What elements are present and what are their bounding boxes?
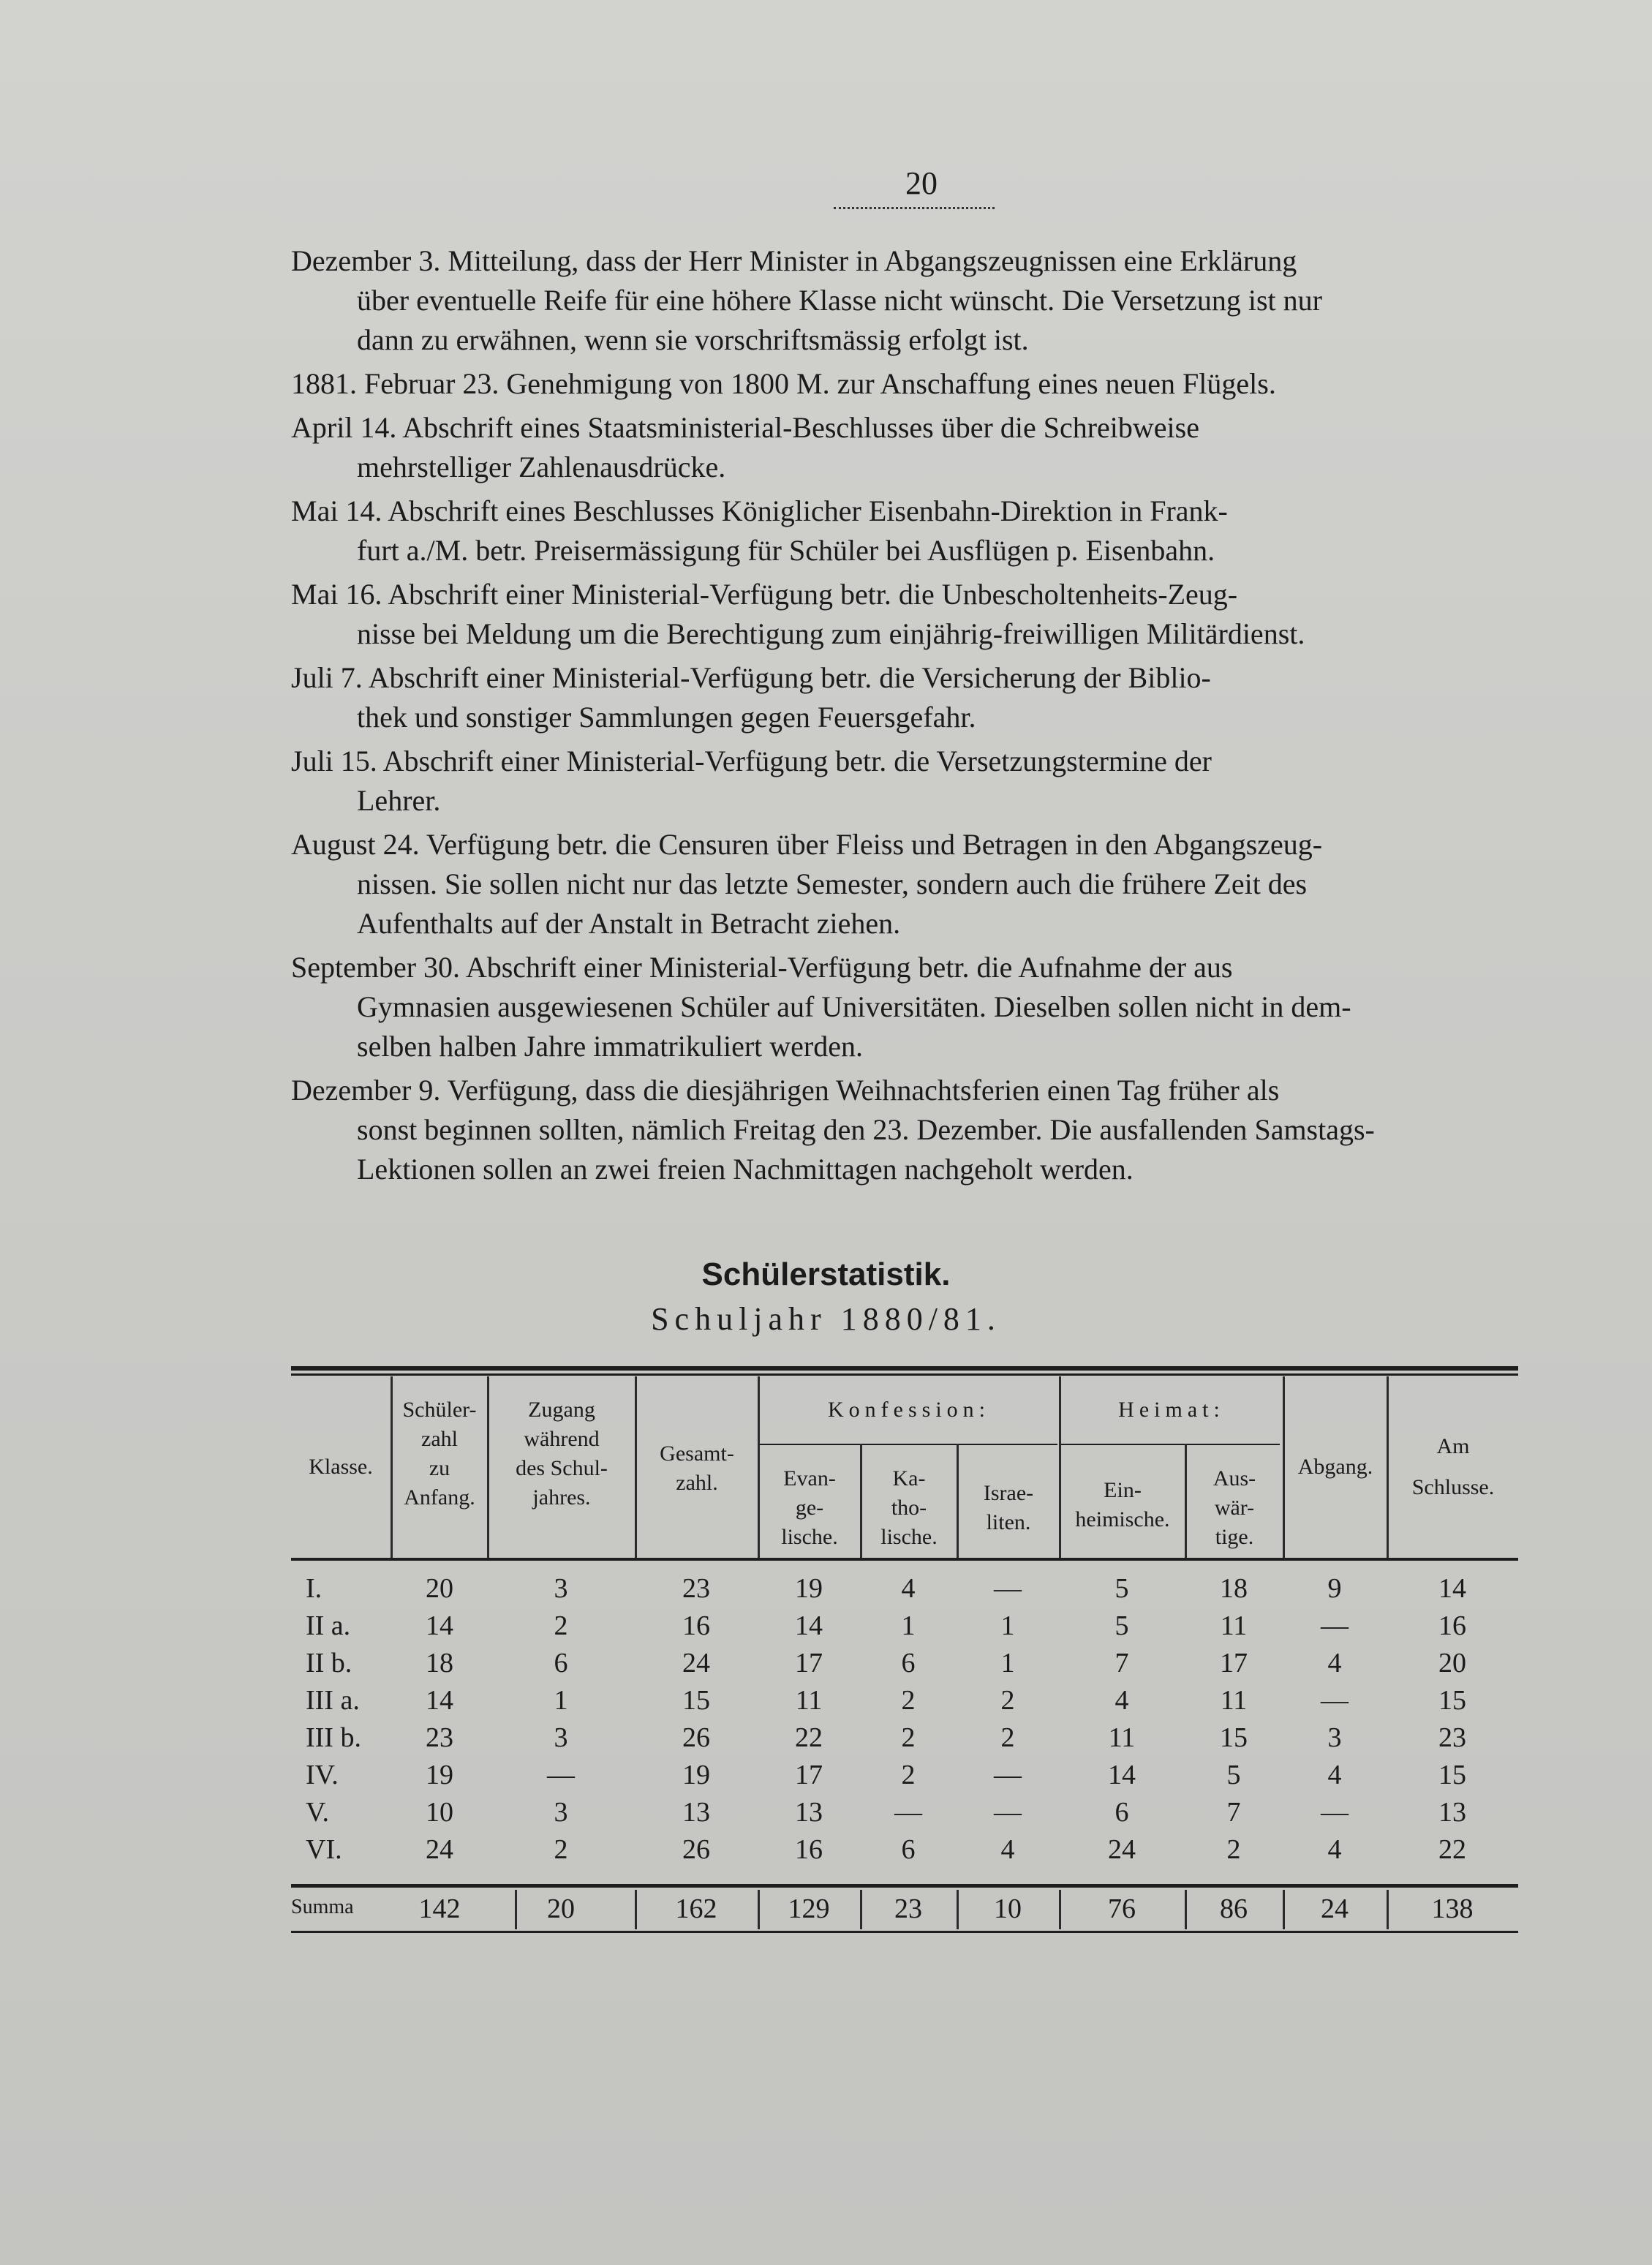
- row-klasse: II b.: [306, 1648, 352, 1678]
- summa-divider: [1283, 1890, 1285, 1929]
- table-cell: 26: [682, 1834, 710, 1865]
- chronicle-entry: [291, 364, 1534, 404]
- table-cell: 26: [682, 1722, 710, 1753]
- table-cell: 18: [426, 1648, 453, 1678]
- entry-continuation-line: mehrstelliger Zahlenausdrücke.: [357, 451, 726, 483]
- table-cell: 5: [1114, 1573, 1129, 1604]
- entry-first-line: Dezember 9. Verfügung, dass die diesjährigen Weihnachtsferien einen Tag früher als: [291, 1074, 1280, 1107]
- summa-cell: 86: [1220, 1893, 1248, 1924]
- entry-first-line: Juli 7. Abschrift einer Ministerial-Verfügung betr. die Versicherung der Biblio-: [291, 661, 1211, 694]
- table-cell: 14: [426, 1610, 453, 1641]
- table-cell: 14: [1438, 1573, 1466, 1604]
- entry-continuation-line: Lektionen sollen an zwei freien Nachmittagen nachgeholt werden.: [357, 1153, 1134, 1186]
- table-cell: 14: [426, 1685, 453, 1716]
- table-cell: 11: [1220, 1685, 1248, 1716]
- header-konfession: Konfession:: [828, 1398, 990, 1422]
- entry-continuation-line: thek und sonstiger Sammlungen gegen Feuersgefahr.: [357, 701, 976, 734]
- table-cell: —: [1321, 1685, 1349, 1716]
- table-cell: 2: [554, 1610, 568, 1641]
- chronicle-entry: [291, 825, 1534, 943]
- summa-divider: [1059, 1890, 1061, 1929]
- header-israeliten: Israe- liten.: [983, 1481, 1034, 1534]
- table-cell: 16: [682, 1610, 710, 1641]
- summa-divider: [758, 1890, 760, 1929]
- chronicle-entry: [291, 491, 1534, 570]
- statistics-title: Schülerstatistik.: [701, 1256, 951, 1292]
- table-cell: 20: [1438, 1648, 1466, 1678]
- summa-cell: 24: [1321, 1893, 1349, 1924]
- header-gesamtzahl: Gesamt- zahl.: [660, 1441, 734, 1495]
- entry-continuation-line: dann zu erwähnen, wenn sie vorschriftsmässig erfolgt ist.: [357, 323, 1029, 356]
- student-statistics-table: [291, 1366, 1518, 1937]
- header-heimat: Heimat:: [1118, 1398, 1225, 1422]
- table-top-rule-thin: [291, 1373, 1518, 1376]
- chronicle-entries: [291, 241, 1534, 1194]
- table-cell: 2: [1226, 1834, 1241, 1865]
- table-cell: 3: [554, 1722, 568, 1753]
- row-klasse: VI.: [306, 1834, 342, 1865]
- header-evangelische: Evan- ge- lische.: [781, 1466, 838, 1549]
- chronicle-entry: [291, 241, 1534, 360]
- table-cell: 17: [1220, 1648, 1248, 1678]
- table-cell: 6: [901, 1834, 916, 1865]
- header-zugang: Zugang während des Schul- jahres.: [516, 1398, 608, 1510]
- table-cell: 13: [1438, 1797, 1466, 1828]
- table-cell: 3: [1327, 1722, 1342, 1753]
- summa-label: Summa: [291, 1896, 354, 1918]
- table-cell: 19: [795, 1573, 823, 1604]
- summa-divider: [860, 1890, 862, 1929]
- entry-continuation-line: furt a./M. betr. Preisermässigung für Schüler bei Ausflügen p. Eisenbahn.: [357, 534, 1215, 567]
- table-cell: 16: [795, 1834, 823, 1865]
- entry-first-line: Mai 16. Abschrift einer Ministerial-Verfügung betr. die Unbescholtenheits-Zeug-: [291, 578, 1238, 611]
- table-cell: 14: [1108, 1760, 1136, 1790]
- table-cell: 2: [554, 1834, 568, 1865]
- entry-first-line: Dezember 3. Mitteilung, dass der Herr Minister in Abgangszeugnissen eine Erklärung: [291, 244, 1297, 277]
- table-cell: 15: [682, 1685, 710, 1716]
- summa-bottom-rule: [291, 1931, 1518, 1933]
- row-klasse: IV.: [306, 1760, 339, 1790]
- summa-cell: 23: [894, 1893, 922, 1924]
- table-cell: 23: [682, 1573, 710, 1604]
- table-cell: 23: [426, 1722, 453, 1753]
- entry-continuation-line: nissen. Sie sollen nicht nur das letzte Semester, sondern auch die frühere Zeit des: [357, 867, 1308, 900]
- table-cell: 15: [1220, 1722, 1248, 1753]
- table-cell: 22: [795, 1722, 823, 1753]
- entry-first-line: September 30. Abschrift einer Ministerial-Verfügung betr. die Aufnahme der aus: [291, 951, 1233, 984]
- table-cell: 22: [1438, 1834, 1466, 1865]
- table-cell: 16: [1438, 1610, 1466, 1641]
- table-cell: —: [1321, 1797, 1349, 1828]
- table-cell: 11: [795, 1685, 823, 1716]
- table-cell: 5: [1226, 1760, 1241, 1790]
- table-cell: 18: [1220, 1573, 1248, 1604]
- summa-top-rule: [291, 1884, 1518, 1888]
- table-cell: 3: [554, 1573, 568, 1604]
- table-cell: 4: [1114, 1685, 1129, 1716]
- table-cell: 24: [1108, 1834, 1136, 1865]
- table-cell: 2: [901, 1760, 916, 1790]
- table-cell: 1: [1000, 1648, 1015, 1678]
- table-cell: 15: [1438, 1760, 1466, 1790]
- konfession-sub-rule: [759, 1444, 1057, 1445]
- table-cell: 7: [1226, 1797, 1241, 1828]
- table-cell: 23: [1438, 1722, 1466, 1753]
- table-cell: 2: [901, 1685, 916, 1716]
- table-cell: 1: [901, 1610, 916, 1641]
- summa-divider: [1387, 1890, 1389, 1929]
- table-top-rule: [291, 1366, 1518, 1371]
- table-cell: 11: [1220, 1610, 1248, 1641]
- table-cell: —: [994, 1573, 1022, 1604]
- row-klasse: V.: [306, 1797, 330, 1828]
- table-cell: 19: [682, 1760, 710, 1790]
- table-cell: 14: [795, 1610, 823, 1641]
- chronicle-entry: [291, 742, 1534, 821]
- table-cell: 6: [901, 1648, 916, 1678]
- row-klasse: III a.: [306, 1685, 360, 1716]
- row-klasse: III b.: [306, 1722, 361, 1753]
- table-cell: 24: [426, 1834, 453, 1865]
- entry-continuation-line: selben halben Jahre immatrikuliert werden.: [357, 1030, 863, 1063]
- entry-continuation-line: sonst beginnen sollten, nämlich Freitag den 23. Dezember. Die ausfallenden Samstags-: [357, 1113, 1375, 1146]
- table-cell: 2: [1000, 1722, 1015, 1753]
- table-cell: 15: [1438, 1685, 1466, 1716]
- table-cell: 4: [1327, 1648, 1342, 1678]
- header-schuelerzahl: Schüler- zahl zu Anfang.: [402, 1398, 477, 1510]
- statistics-subtitle: Schuljahr 1880/81.: [651, 1301, 1001, 1337]
- entry-continuation-line: über eventuelle Reife für eine höhere Klasse nicht wünscht. Die Versetzung ist nur: [357, 284, 1322, 317]
- table-cell: 7: [1114, 1648, 1129, 1678]
- table-cell: —: [547, 1760, 575, 1790]
- entry-continuation-line: Lehrer.: [357, 784, 441, 817]
- heimat-sub-rule: [1060, 1444, 1280, 1445]
- summa-divider: [957, 1890, 959, 1929]
- page-number-ornament: [834, 207, 995, 214]
- table-cell: 6: [554, 1648, 568, 1678]
- chronicle-entry: [291, 1071, 1534, 1189]
- table-cell: 17: [795, 1760, 823, 1790]
- chronicle-entry: [291, 658, 1534, 737]
- header-klasse: Klasse.: [309, 1455, 373, 1479]
- table-cell: 19: [426, 1760, 453, 1790]
- table-cell: 10: [426, 1797, 453, 1828]
- summa-cell: 162: [675, 1893, 717, 1924]
- table-cell: 2: [901, 1722, 916, 1753]
- table-cell: 6: [1114, 1797, 1129, 1828]
- table-cell: 13: [795, 1797, 823, 1828]
- header-katholische: Ka- tho- lische.: [880, 1466, 938, 1549]
- table-cell: 1: [554, 1685, 568, 1716]
- table-cell: 24: [682, 1648, 710, 1678]
- table-cell: 5: [1114, 1610, 1129, 1641]
- summa-cell: 138: [1431, 1893, 1474, 1924]
- row-klasse: I.: [306, 1573, 323, 1604]
- summa-cell: 10: [994, 1893, 1022, 1924]
- table-cell: 11: [1108, 1722, 1136, 1753]
- table-cell: 17: [795, 1648, 823, 1678]
- page-number: 20: [905, 165, 938, 201]
- table-cell: 13: [682, 1797, 710, 1828]
- entry-first-line: 1881. Februar 23. Genehmigung von 1800 M. zur Anschaffung eines neuen Flügels.: [291, 367, 1276, 400]
- table-cell: 4: [1327, 1834, 1342, 1865]
- table-cell: —: [894, 1797, 922, 1828]
- table-cell: 1: [1000, 1610, 1015, 1641]
- entry-first-line: August 24. Verfügung betr. die Censuren über Fleiss und Betragen in den Abgangszeug-: [291, 828, 1323, 861]
- table-cell: 2: [1000, 1685, 1015, 1716]
- header-auswaertige: Aus- wär- tige.: [1212, 1466, 1256, 1549]
- entry-first-line: Juli 15. Abschrift einer Ministerial-Verfügung betr. die Versetzungstermine der: [291, 745, 1212, 777]
- table-cell: —: [1321, 1610, 1349, 1641]
- header-abgang: Abgang.: [1297, 1455, 1373, 1479]
- entry-first-line: Mai 14. Abschrift eines Beschlusses Königlicher Eisenbahn-Direktion in Frank-: [291, 494, 1228, 527]
- table-cell: 4: [1000, 1834, 1015, 1865]
- chronicle-entry: [291, 408, 1534, 487]
- table-cell: 3: [554, 1797, 568, 1828]
- entry-continuation-line: Gymnasien ausgewiesenen Schüler auf Universitäten. Dieselben sollen nicht in dem-: [357, 990, 1351, 1023]
- table-cell: 4: [901, 1573, 916, 1604]
- chronicle-entry: [291, 948, 1534, 1066]
- header-einheimische: Ein- heimische.: [1075, 1478, 1170, 1531]
- summa-divider: [635, 1890, 637, 1929]
- row-klasse: II a.: [306, 1610, 351, 1641]
- entry-continuation-line: Aufenthalts auf der Anstalt in Betracht ziehen.: [357, 907, 901, 940]
- summa-cell: 76: [1108, 1893, 1136, 1924]
- summa-cell: 20: [547, 1893, 575, 1924]
- entry-continuation-line: nisse bei Meldung um die Berechtigung zum einjährig-freiwilligen Militärdienst.: [357, 617, 1305, 650]
- table-cell: —: [994, 1760, 1022, 1790]
- summa-cell: 142: [418, 1893, 461, 1924]
- table-cell: —: [994, 1797, 1022, 1828]
- summa-divider: [1185, 1890, 1187, 1929]
- header-bottom-rule: [291, 1558, 1518, 1561]
- entry-first-line: April 14. Abschrift eines Staatsministerial-Beschlusses über die Schreibweise: [291, 411, 1199, 444]
- chronicle-entry: [291, 575, 1534, 654]
- table-cell: 9: [1327, 1573, 1342, 1604]
- header-am-schlusse: Am Schlusse.: [1411, 1434, 1495, 1499]
- summa-cell: 129: [788, 1893, 830, 1924]
- table-cell: 4: [1327, 1760, 1342, 1790]
- table-cell: 20: [426, 1573, 453, 1604]
